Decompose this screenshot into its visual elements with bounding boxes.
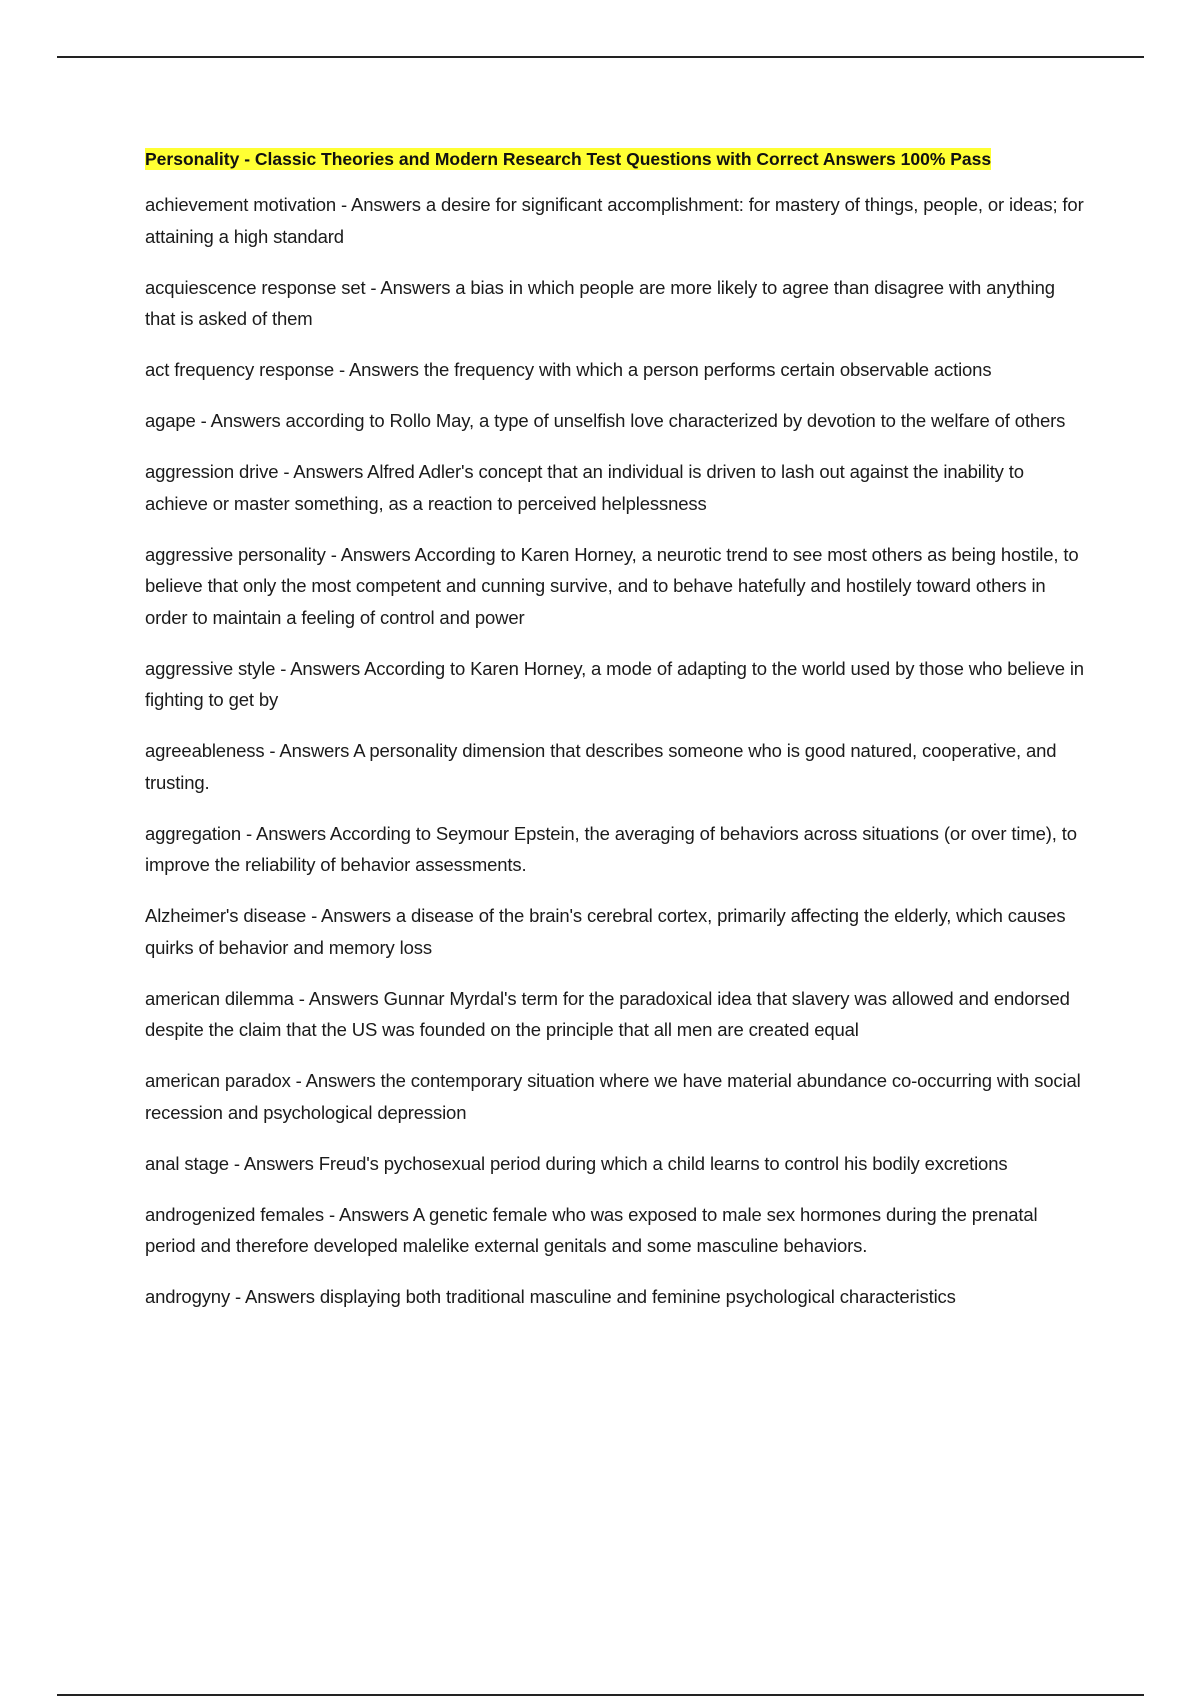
entry-text: Alzheimer's disease - Answers a disease of the brain's cerebral cortex, primarily affecting the elderly, which causes quirks of behavior and memory loss	[145, 905, 1066, 958]
document-title: Personality - Classic Theories and Modern Research Test Questions with Correct Answers 100% Pass	[145, 149, 992, 169]
entry-text: acquiescence response set - Answers a bias in which people are more likely to agree than disagree with anything that is asked of them	[145, 276, 1055, 329]
entry-text: aggressive style - Answers According to Karen Horney, a mode of adapting to the world used by those who believe in fighting to get by	[145, 657, 1084, 710]
list-item	[145, 983, 1090, 1046]
header-rule	[57, 56, 1144, 58]
list-item	[145, 735, 1090, 798]
list-item	[145, 272, 1090, 335]
list-item	[145, 539, 1090, 634]
list-item	[145, 818, 1090, 881]
entry-text: aggression drive - Answers Alfred Adler's concept that an individual is driven to lash out against the inability to achieve or master something, as a reaction to perceived helplessness	[145, 461, 1024, 514]
document-body	[145, 144, 1090, 1332]
entry-text: androgyny - Answers displaying both traditional masculine and feminine psychological characteristics	[145, 1286, 956, 1307]
footer-rule	[57, 1694, 1144, 1696]
entry-text: androgenized females - Answers A genetic female who was exposed to male sex hormones during the prenatal period and therefore developed malelike external genitals and some masculine behaviors.	[145, 1203, 1038, 1256]
entry-text: anal stage - Answers Freud's pychosexual period during which a child learns to control his bodily excretions	[145, 1152, 1008, 1174]
entry-text: achievement motivation - Answers a desire for significant accomplishment: for mastery of things, people, or ideas; for attaining a high standard	[145, 194, 1084, 247]
entry-text: american dilemma - Answers Gunnar Myrdal's term for the paradoxical idea that slavery was allowed and endorsed despite the claim that the US was founded on the principle that all men are created equal	[145, 987, 1070, 1040]
entry-text: aggregation - Answers According to Seymour Epstein, the averaging of behaviors across situations (or over time), to improve the reliability of behavior assessments.	[145, 822, 1077, 875]
entry-text: act frequency response - Answers the frequency with which a person performs certain observable actions	[145, 359, 992, 380]
entry-text: agreeableness - Answers A personality dimension that describes someone who is good natured, cooperative, and trusting.	[145, 740, 1057, 793]
list-item	[145, 900, 1090, 963]
list-item	[145, 1281, 1090, 1313]
entry-text: aggressive personality - Answers According to Karen Horney, a neurotic trend to see most others as being hostile, to believe that only the most competent and cunning survive, and to behave hatefully and hostilely toward others in order to maintain a feeling of control and power	[145, 543, 1079, 628]
list-item	[145, 405, 1090, 437]
entry-text: american paradox - Answers the contemporary situation where we have material abundance co-occurring with social recession and psychological depression	[145, 1070, 1081, 1123]
list-item	[145, 456, 1090, 519]
list-item	[145, 189, 1090, 252]
title-block	[145, 144, 1090, 174]
entry-text: agape - Answers according to Rollo May, a type of unselfish love characterized by devotion to the welfare of others	[145, 410, 1066, 431]
list-item	[145, 1199, 1090, 1262]
list-item	[145, 1148, 1090, 1180]
list-item	[145, 354, 1090, 386]
list-item	[145, 653, 1090, 716]
list-item	[145, 1065, 1090, 1128]
